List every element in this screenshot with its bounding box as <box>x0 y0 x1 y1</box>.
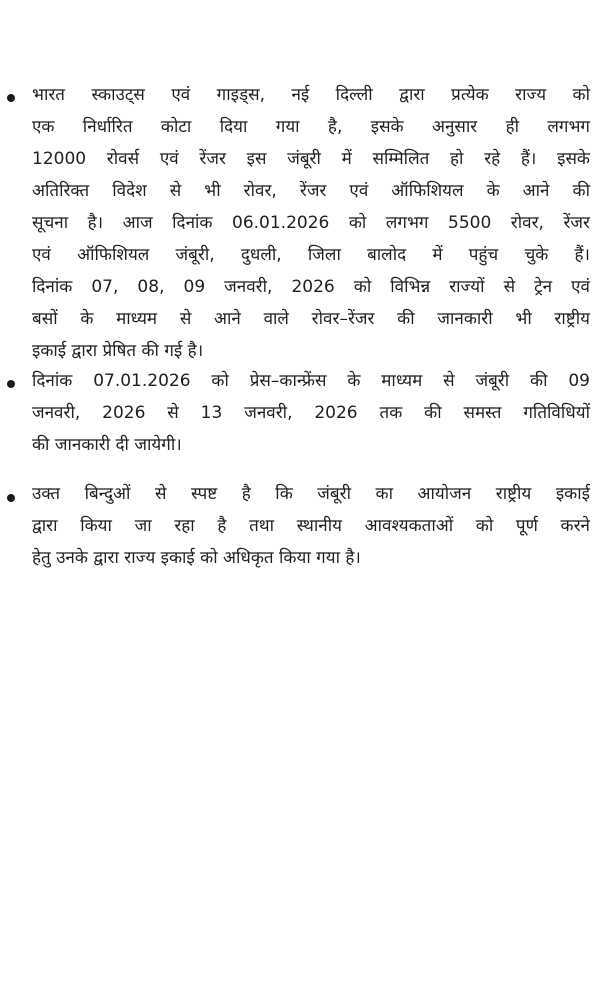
bullet-paragraph <box>32 478 590 574</box>
text-line: जनवरी, 2026 से 13 जनवरी, 2026 तक की समस्त गतिविधियों <box>32 403 590 423</box>
bullet-dot-icon <box>7 494 15 502</box>
text-line: भारत स्काउट्स एवं गाइड्स, नई दिल्ली द्वारा प्रत्येक राज्य को <box>32 85 590 105</box>
text-line: एक निर्धारित कोटा दिया गया है, इसके अनुसार ही लगभग <box>32 117 590 137</box>
text-line: 12000 रोवर्स एवं रेंजर इस जंबूरी में सम्मिलित हो रहे हैं। इसके <box>32 149 590 169</box>
text-line: द्वारा किया जा रहा है तथा स्थानीय आवश्यकताओं को पूर्ण करने <box>32 516 590 536</box>
text-line: इकाई द्वारा प्रेषित की गई है। <box>32 341 204 361</box>
bullet-paragraph <box>32 365 590 461</box>
text-line: दिनांक 07, 08, 09 जनवरी, 2026 को विभिन्न राज्यों से ट्रेन एवं <box>32 277 590 297</box>
text-line: एवं ऑफिशियल जंबूरी, दुधली, जिला बालोद में पहुंच चुके हैं। <box>32 245 590 265</box>
text-line: अतिरिक्त विदेश से भी रोवर, रेंजर एवं ऑफिशियल के आने की <box>32 181 590 201</box>
text-line: दिनांक 07.01.2026 को प्रेस–कान्फ्रेंस के माध्यम से जंबूरी की 09 <box>32 371 590 391</box>
text-line: सूचना है। आज दिनांक 06.01.2026 को लगभग 5500 रोवर, रेंजर <box>32 213 590 233</box>
bullet-paragraph <box>32 79 590 367</box>
text-line: की जानकारी दी जायेगी। <box>32 435 182 455</box>
bullet-dot-icon <box>7 94 15 102</box>
bullet-dot-icon <box>7 380 15 388</box>
text-line: हेतु उनके द्वारा राज्य इकाई को अधिकृत किया गया है। <box>32 548 361 568</box>
text-line: उक्त बिन्दुओं से स्पष्ट है कि जंबूरी का आयोजन राष्ट्रीय इकाई <box>32 484 590 504</box>
text-line: बसों के माध्यम से आने वाले रोवर–रेंजर की जानकारी भी राष्ट्रीय <box>32 309 590 329</box>
